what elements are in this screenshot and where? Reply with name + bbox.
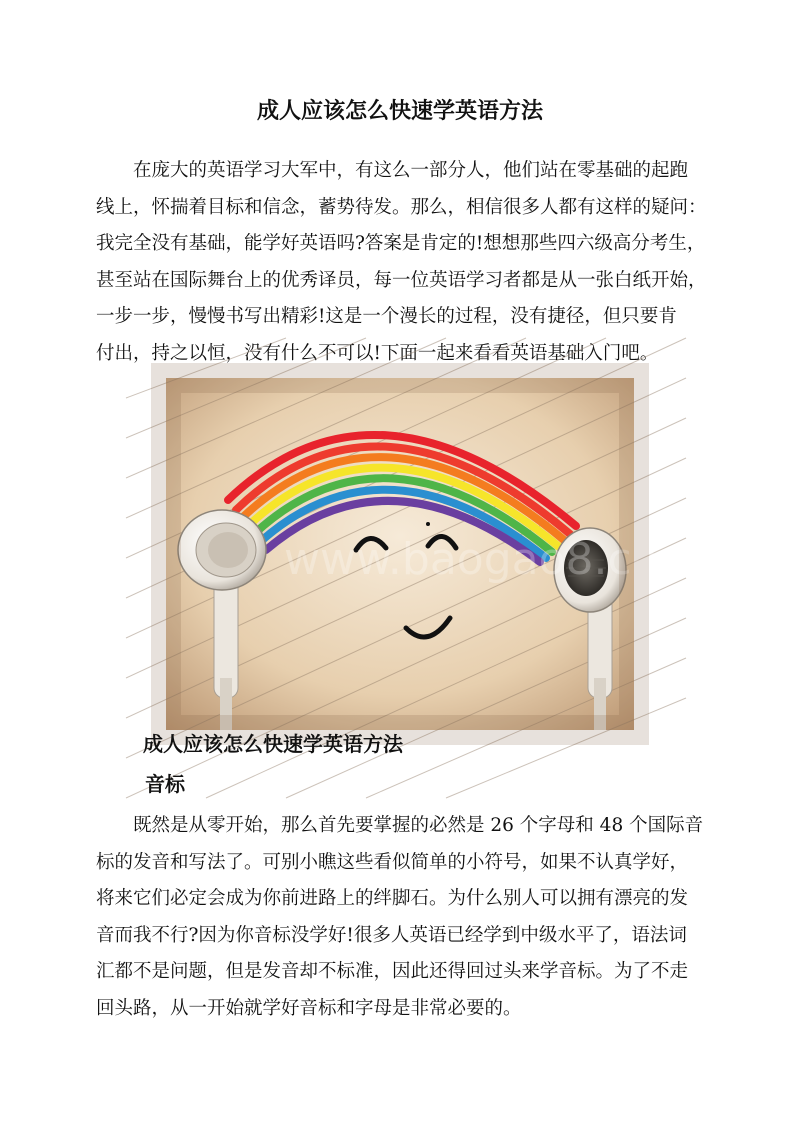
rainbow-smiley-image xyxy=(166,378,702,730)
intro-paragraph xyxy=(96,153,716,372)
section-heading-phonetics: 音标 xyxy=(145,772,185,796)
phonetics-line: 汇都不是问题，但是发音却不标准，因此还得回过头来学音标。为了不走 xyxy=(96,961,689,982)
document-title: 成人应该怎么快速学英语方法 xyxy=(256,99,543,124)
intro-line: 付出，持之以恒，没有什么不可以!下面一起来看看英语基础入门吧。 xyxy=(96,342,659,364)
intro-line: 线上，怀揣着目标和信念，蓄势待发。那么，相信很多人都有这样的疑问： xyxy=(96,196,707,218)
intro-line: 在庞大的英语学习大军中，有这么一部分人，他们站在零基础的起跑 xyxy=(133,160,689,181)
phonetics-line: 既然是从零开始，那么首先要掌握的必然是 26 个字母和 48 个国际音 xyxy=(133,815,704,836)
phonetics-line: 将来它们必定会成为你前进路上的绊脚石。为什么别人可以拥有漂亮的发 xyxy=(96,888,689,909)
intro-line: 甚至站在国际舞台上的优秀译员，每一位英语学习者都是从一张白纸开始， xyxy=(96,269,707,291)
intro-line: 一步一步，慢慢书写出精彩!这是一个漫长的过程，没有捷径，但只要肯 xyxy=(96,306,677,327)
phonetics-line: 标的发音和写法了。可别小瞧这些看似简单的小符号，如果不认真学好， xyxy=(96,851,689,873)
phonetics-line: 音而我不行?因为你音标没学好!很多人英语已经学到中级水平了，语法词 xyxy=(96,924,687,946)
phonetics-paragraph xyxy=(96,808,716,1027)
image-watermark: www.baogao8.com xyxy=(284,534,702,585)
subtitle-heading: 成人应该怎么快速学英语方法 xyxy=(143,732,403,756)
intro-line: 我完全没有基础，能学好英语吗?答案是肯定的!想想那些四六级高分考生， xyxy=(96,233,706,254)
phonetics-line: 回头路，从一开始就学好音标和字母是非常必要的。 xyxy=(96,997,522,1019)
